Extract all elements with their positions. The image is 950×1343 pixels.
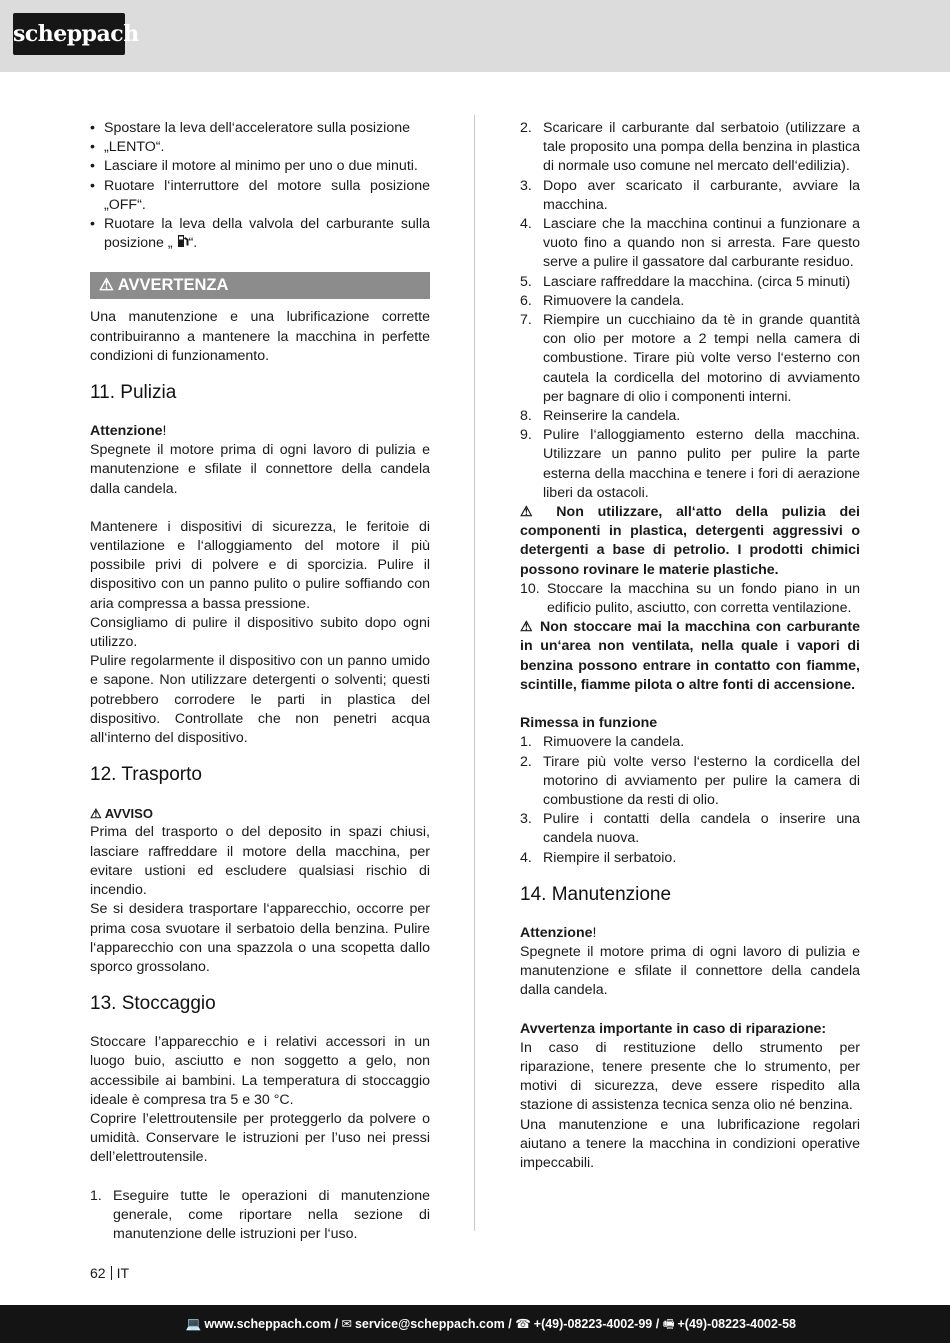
section-number: 14.: [520, 883, 547, 905]
section-number: 13.: [90, 993, 117, 1015]
list-item: [520, 733, 860, 752]
list-number: 1.: [90, 1187, 102, 1204]
paragraph: Una manutenzione e una lubrificazione regolari aiutano a tenere la macchina in condizioni operative impeccabili.: [520, 1116, 860, 1171]
language-code: IT: [116, 1265, 130, 1281]
list-text: Lasciare raffreddare la macchina. (circa 5 minuti): [543, 273, 851, 290]
warning-banner: ⚠ AVVERTENZA: [90, 272, 430, 299]
recommission-steps: [520, 733, 860, 867]
storage-steps: [90, 1187, 430, 1245]
list-item: [90, 1187, 430, 1245]
email-link[interactable]: service@scheppach.com /: [354, 1317, 512, 1331]
list-text: Rimuovere la candela.: [543, 734, 685, 751]
list-item: [520, 177, 860, 215]
list-text: Reinserire la candela.: [543, 408, 681, 425]
attention-line: [520, 924, 860, 943]
list-item: • Lasciare il motore al minimo per uno o due minuti.: [90, 157, 430, 176]
list-item: [520, 119, 860, 177]
list-number: 7.: [520, 312, 532, 329]
warning-text: Una manutenzione e una lubrificazione corrette contribuiranno a mantenere la macchina in perfette condizioni di funzionamento.: [90, 309, 430, 364]
list-text: Pulire i contatti della candela o inserire una candela nuova.: [543, 811, 860, 847]
paragraph: Pulire regolarmente il dispositivo con un panno umido e sapone. Non utilizzare detergenti o solventi; questi potrebbero corrodere le parti in plastica del dispositivo. Controllate che non penetri acqua all‘interno del dispositivo.: [90, 653, 430, 747]
list-item: • Spostare la leva dell‘acceleratore sulla posizione: [90, 119, 430, 138]
column-divider: [474, 115, 475, 1231]
fuel-pump-icon: [177, 234, 189, 248]
paragraph: Stoccare l’apparecchio e i relativi accessori in un luogo buio, asciutto e non soggetto a gelo, non accessibile ai bambini. La temperatura di stoccaggio ideale è compresa tra 5 e 30 °C.: [90, 1034, 430, 1108]
attention-line: [90, 422, 430, 441]
section-heading-11: [90, 380, 430, 406]
paragraph: In caso di restituzione dello strumento per riparazione, tenere presente che lo strumento, per motivi di sicurezza, deve essere rispedito alla stazione di assistenza tecnica senza olio né benzina.: [520, 1039, 860, 1114]
list-text: Rimuovere la candela.: [543, 292, 685, 309]
list-item: • Ruotare l‘interruttore del motore sulla posizione „OFF“.: [90, 177, 430, 215]
list-number: 3.: [520, 811, 532, 828]
list-item: [520, 407, 860, 426]
list-item: [520, 215, 860, 273]
list-item-text: Ruotare la leva della valvola del carburante sulla posizione „: [104, 216, 430, 252]
header-bar: [0, 0, 950, 72]
section-title: Pulizia: [120, 382, 177, 404]
phone-number: +(49)-08223-4002-99 /: [533, 1317, 660, 1331]
shutdown-bullets: [90, 119, 430, 253]
phone-icon: ☎: [515, 1317, 531, 1331]
attention-mark: !: [162, 423, 167, 440]
scheppach-logo: scheppach: [13, 13, 125, 55]
fax-icon: 🖷: [662, 1317, 675, 1331]
paragraph: Spegnete il motore prima di ogni lavoro di pulizia e manutenzione e sfilate il connettore della candela dalla candela.: [520, 943, 860, 999]
recommission-title: Rimessa in funzione: [520, 715, 658, 732]
list-text: Riempire un cucchiaino da tè in grande quantità con olio per motore a 2 tempi nella camera di combustione. Tirare più volte verso l‘esterno con cautela la cordicella del motorino di avviamento per bagnare di olio i componenti interni.: [543, 312, 860, 405]
list-number: 4.: [520, 216, 532, 233]
paragraph: Consigliamo di pulire il dispositivo subito dopo ogni utilizzo.: [90, 614, 430, 651]
list-number: 2.: [520, 753, 532, 770]
section-number: 12.: [90, 764, 117, 786]
website-link[interactable]: www.scheppach.com /: [204, 1317, 339, 1331]
list-text: Lasciare che la macchina continui a funzionare a vuoto fino a quando non si arresta. Fare questo serve a pulire il gassatore dal carburante residuo.: [543, 216, 860, 271]
section-heading-13: [90, 991, 430, 1017]
list-item: [520, 311, 860, 407]
list-item: [520, 580, 860, 618]
section-heading-14: [520, 882, 860, 908]
list-text: Eseguire tutte le operazioni di manutenzione generale, come riportare nella sezione di manutenzione delle istruzioni per l‘uso.: [113, 1187, 430, 1242]
attention-label: Attenzione: [520, 924, 593, 941]
computer-icon: 💻: [185, 1317, 202, 1331]
list-number: 5.: [520, 273, 532, 290]
mail-icon: ✉: [341, 1317, 352, 1331]
page-number: [90, 1264, 129, 1282]
list-text: Tirare più volte verso l‘esterno la cordicella del motorino di avviamento per pulire la camera di combustione da resti di olio.: [543, 753, 860, 808]
list-text: Riempire il serbatoio.: [543, 849, 677, 866]
list-text: Dopo aver scaricato il carburante, avviare la macchina.: [543, 177, 860, 213]
list-item: • „LENTO“.: [90, 138, 430, 157]
list-number: 4.: [520, 849, 532, 866]
list-item: [90, 215, 430, 253]
section-title: Trasporto: [121, 764, 202, 786]
attention-mark: !: [592, 924, 597, 941]
list-item: [520, 292, 860, 311]
list-item-suffix: “.: [188, 235, 198, 252]
warning-no-aggressive-cleaners: ⚠ Non utilizzare, all‘atto della pulizia dei componenti in plastica, detergenti aggressivi o detergenti a base di petrolio. I prodotti chimici possono rovinare le materie plastiche.: [520, 504, 860, 578]
attention-label: Attenzione: [90, 423, 163, 440]
contact-line: [186, 1315, 796, 1333]
list-number: 2.: [520, 120, 532, 136]
list-number: 10.: [520, 580, 540, 597]
repair-title: Avvertenza importante in caso di riparazione:: [520, 1020, 827, 1037]
right-column: [520, 119, 860, 1173]
list-number: 8.: [520, 408, 532, 425]
section-title: Stoccaggio: [121, 993, 216, 1015]
paragraph: Se si desidera trasportare l‘apparecchio, occorre per prima cosa svuotare il serbatoio della benzina. Pulire l‘apparecchio con una spazzola o una scopetta dallo sporco grossolano.: [90, 901, 430, 975]
list-item: [520, 426, 860, 503]
fax-number: +(49)-08223-4002-58: [677, 1317, 796, 1331]
paragraph: Spegnete il motore prima di ogni lavoro di pulizia e manutenzione e sfilate il connettore della candela dalla candela.: [90, 442, 430, 497]
section-title: Manutenzione: [551, 883, 672, 905]
list-item: [520, 273, 860, 292]
paragraph: Prima del trasporto o del deposito in spazi chiusi, lasciare raffreddare il motore della macchina, per evitare ustioni ed escludere qualsiasi rischio di incendio.: [90, 824, 430, 899]
list-text: Stoccare la macchina su un fondo piano in un edificio pulito, asciutto, con corretta ventilazione.: [547, 580, 860, 617]
left-column: [90, 119, 430, 1244]
list-number: 9.: [520, 427, 532, 444]
storage-step-10: [520, 580, 860, 618]
list-number: 3.: [520, 177, 532, 194]
notice-label: ⚠ AVVISO: [90, 806, 153, 822]
list-text: Pulire l‘alloggiamento esterno della macchina. Utilizzare un panno pulito per pulire la parte esterna della macchina e tenere i fori di aerazione liberi da ostacoli.: [543, 427, 860, 501]
section-heading-12: [90, 762, 430, 788]
page-number-value: 62: [90, 1265, 106, 1281]
section-number: 11.: [90, 382, 116, 404]
storage-steps-continued: [520, 119, 860, 503]
footer-bar: [0, 1305, 950, 1343]
paragraph: Coprire l’elettroutensile per proteggerlo da polvere o umidità. Conservare le istruzioni per l’uso nei pressi dell’elettroutensile.: [90, 1110, 430, 1166]
list-text: Scaricare il carburante dal serbatoio (utilizzare a tale proposito una pompa della benzina in plastica di normale uso comune nel mercato dell‘edilizia).: [543, 120, 860, 175]
list-item: [520, 753, 860, 811]
list-number: 1.: [520, 734, 532, 751]
list-item: [520, 849, 860, 868]
paragraph: Mantenere i dispositivi di sicurezza, le feritoie di ventilazione e l‘alloggiamento del motore il più possibile privi di polvere e di sporcizia. Pulire il dispositivo con un panno pulito o pulire soffiando con aria compressa a bassa pressione.: [90, 518, 430, 612]
warning-no-unventilated-storage: ⚠ Non stoccare mai la macchina con carburante in un‘area non ventilata, nella quale i vapori di benzina possono entrare in contatto con fiamme, scintille, fiamme pilota o altre fonti di accensione.: [520, 619, 860, 693]
list-item: [520, 810, 860, 848]
list-number: 6.: [520, 292, 532, 309]
